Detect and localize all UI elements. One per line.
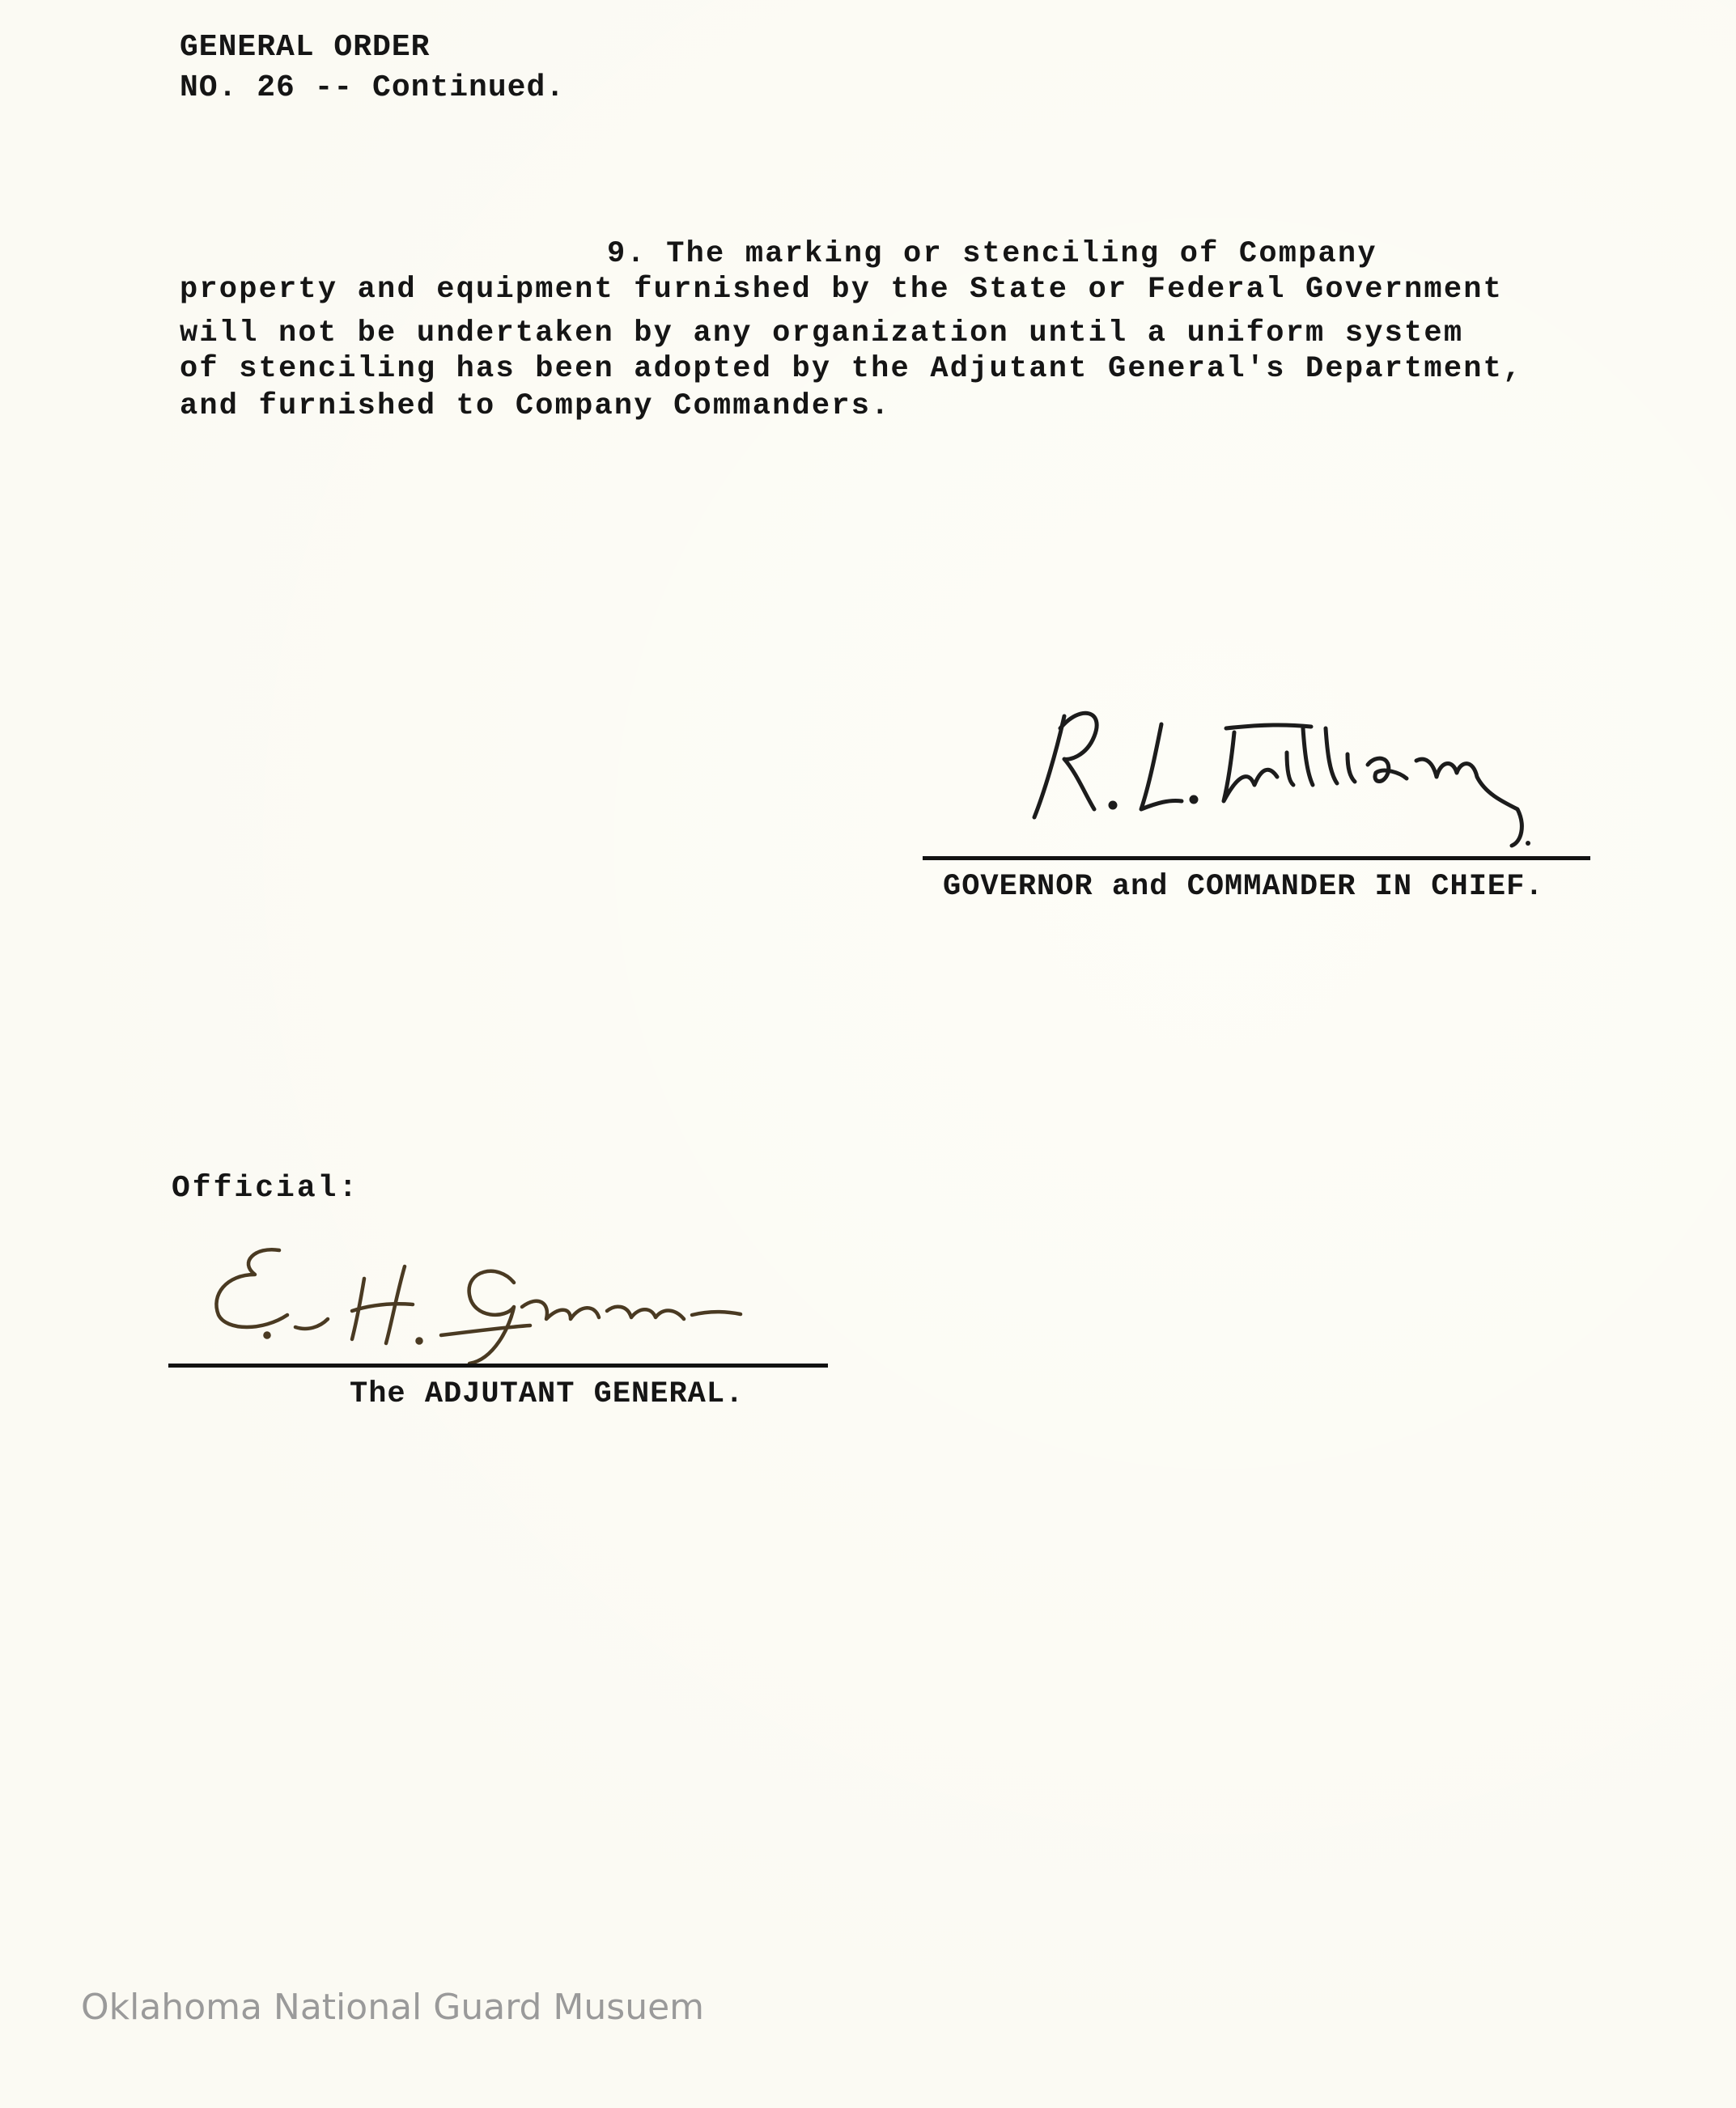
paragraph-line: of stenciling has been adopted by the Adjutant General's Department,: [180, 352, 1523, 386]
order-header-title: GENERAL ORDER: [180, 30, 431, 65]
adjutant-title: The ADJUTANT GENERAL.: [350, 1377, 745, 1411]
adjutant-signature: [190, 1230, 838, 1376]
governor-signature-line: [923, 856, 1590, 860]
museum-watermark: Oklahoma National Guard Musuem: [81, 1987, 705, 2028]
order-header-number: NO. 26 -- Continued.: [180, 70, 566, 105]
paragraph-line: 9. The marking or stenciling of Company: [607, 237, 1377, 271]
paragraph-line: will not be undertaken by any organization until a uniform system: [180, 316, 1464, 350]
paragraph-line: property and equipment furnished by the State or Federal Government: [180, 273, 1504, 307]
official-label: Official:: [172, 1171, 360, 1206]
governor-signature: [1020, 696, 1635, 858]
governor-title: GOVERNOR and COMMANDER IN CHIEF.: [943, 870, 1544, 904]
paragraph-line: and furnished to Company Commanders.: [180, 389, 891, 423]
adjutant-signature-line: [168, 1364, 828, 1368]
